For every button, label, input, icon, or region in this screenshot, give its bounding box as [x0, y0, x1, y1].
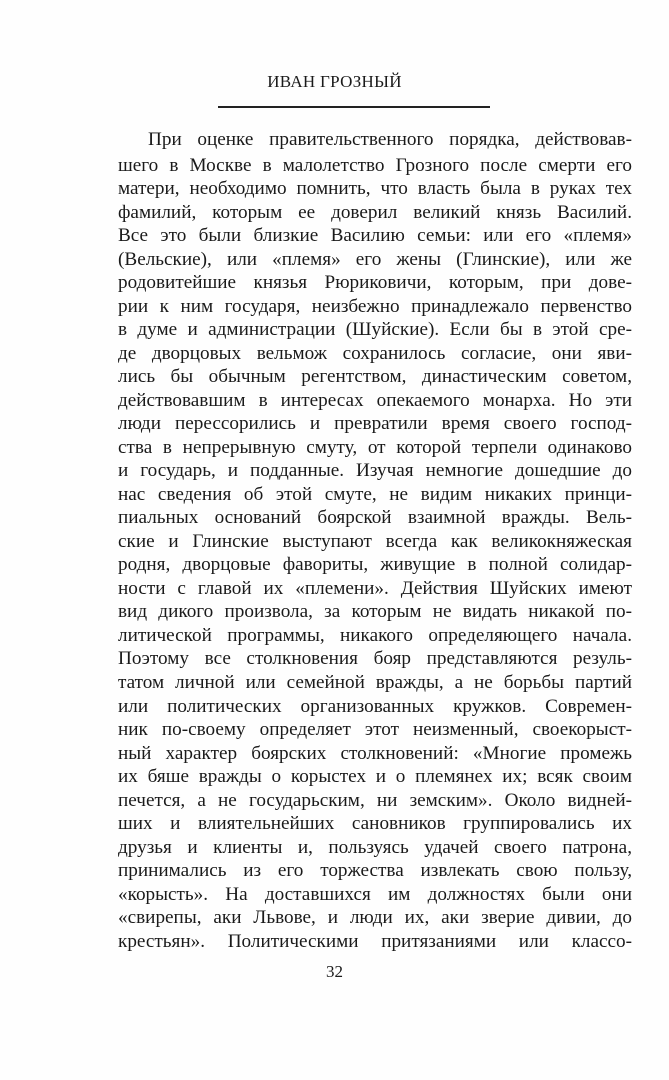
header-rule: [218, 106, 490, 108]
text-line: «свирепы, аки Львове, и люди их, аки зверие дивии, до: [118, 907, 632, 929]
text-line: ный характер боярских столкновений: «Многие промежь: [118, 742, 632, 764]
text-line: (Вельские), или «племя» его жены (Глинские), или же: [118, 248, 632, 270]
text-line: их бяше вражды о корыстех и о племянех их; всяк своим: [118, 766, 632, 788]
text-line: шего в Москве в малолетство Грозного после смерти его: [118, 154, 632, 176]
text-line: татом личной или семейной вражды, а не борьбы партий: [118, 672, 632, 693]
text-line: «корысть». На доставшихся им должностях были они: [118, 883, 632, 905]
text-line: фамилий, которым ее доверил великий князь Василий.: [118, 201, 632, 223]
text-line: родовитейшие князья Рюриковичи, которым, при дове-: [118, 272, 632, 294]
text-line: нас сведения об этой смуте, не видим никаких принци-: [118, 483, 632, 505]
text-line: ские и Глинские выступают всегда как великокняжеская: [118, 530, 632, 552]
text-line: вид дикого произвола, за которым не видать никакой по-: [118, 601, 632, 623]
text-line: или политических организованных кружков. Современ-: [118, 695, 632, 717]
text-line: люди перессорились и превратили время своего господ-: [118, 413, 632, 435]
text-line: литической программы, никакого определяющего начала.: [118, 624, 632, 646]
body-text: [118, 127, 632, 953]
text-line: ник по-своему определяет этот неизменный, своекорыст-: [118, 719, 632, 741]
text-line: в думе и администрации (Шуйские). Если бы в этой сре-: [118, 319, 632, 341]
text-line: матери, необходимо помнить, что власть была в руках тех: [118, 178, 632, 200]
page-number: 32: [326, 962, 343, 981]
text-line: ших и влиятельнейших сановников группировались их: [118, 813, 632, 835]
text-line: друзья и клиенты и, пользуясь удачей своего патрона,: [118, 836, 632, 858]
text-line: и государь, и подданные. Изучая немногие дошедшие до: [118, 460, 632, 482]
text-line: действовавшим в интересах опекаемого монарха. Но эти: [118, 389, 632, 411]
text-line: де дворцовых вельмож сохранилось согласие, они яви-: [118, 342, 632, 364]
text-line: рии к ним государя, неизбежно принадлежало первенство: [118, 295, 632, 317]
text-line: Все это были близкие Василию семьи: или его «племя»: [118, 225, 632, 247]
text-line: печется, а не государьским, ни земским». Около видней-: [118, 789, 632, 811]
text-line: принимались из его торжества извлекать свою пользу,: [118, 860, 632, 882]
running-head: ИВАН ГРОЗНЫЙ: [267, 72, 402, 91]
text-line: лись бы обычным регентством, династическим советом,: [118, 366, 632, 388]
text-line: ности с главой их «племени». Действия Шуйских имеют: [118, 577, 632, 599]
text-line: При оценке правительственного порядка, действовав-: [148, 129, 632, 150]
text-line: родня, дворцовые фавориты, живущие в полной солидар-: [118, 554, 632, 576]
text-line: Поэтому все столкновения бояр представляются резуль-: [118, 648, 632, 670]
text-line: ства в непрерывную смуту, от которой терпели одинаково: [118, 436, 632, 458]
text-line: пиальных оснований боярской взаимной вражды. Вель-: [118, 507, 632, 529]
text-line: крестьян». Политическими притязаниями или классо-: [118, 930, 632, 952]
